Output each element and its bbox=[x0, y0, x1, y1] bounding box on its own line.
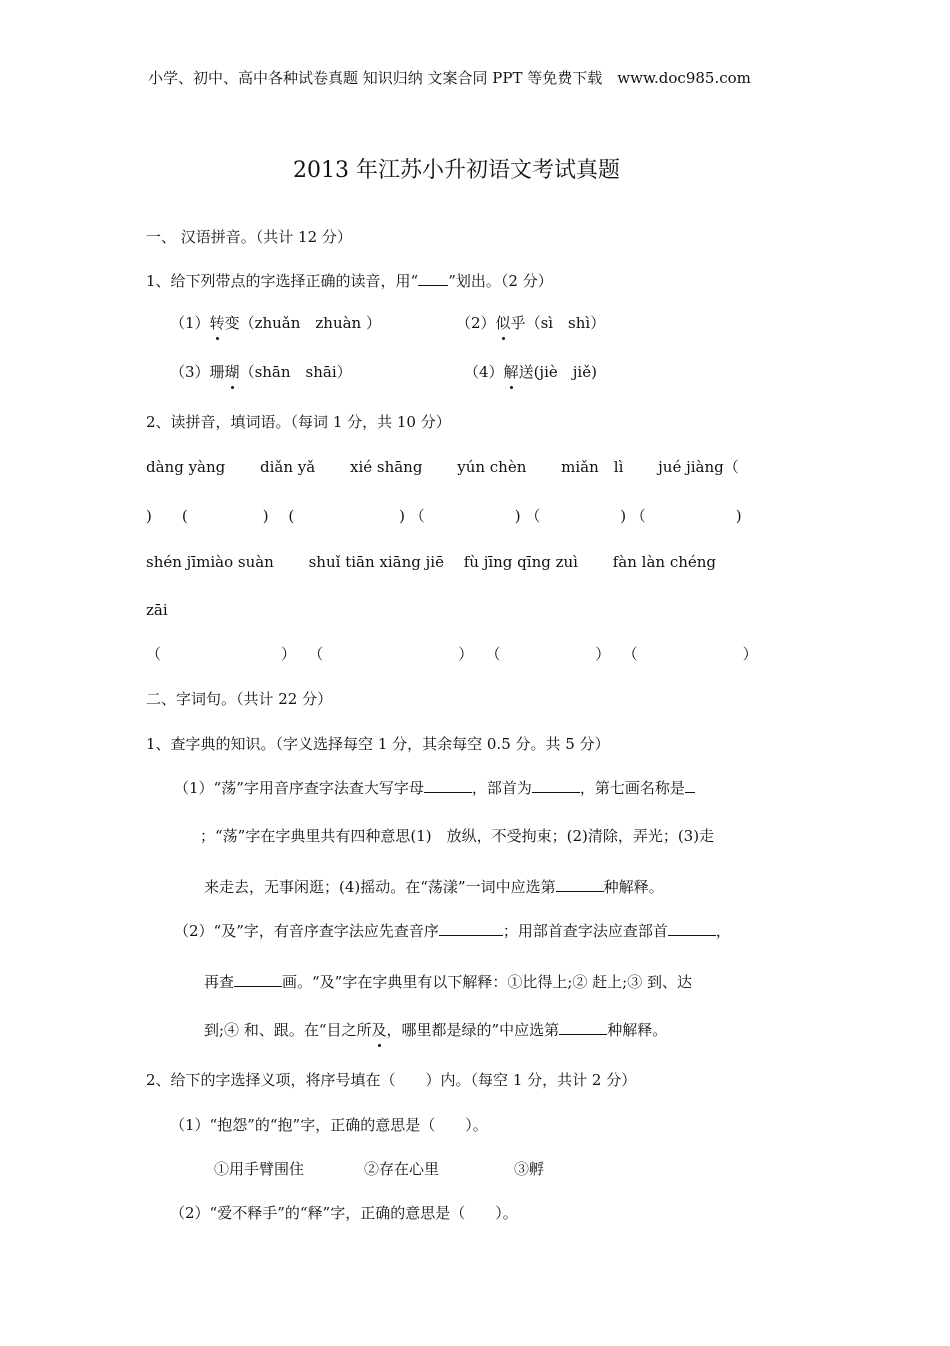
text: 种解释。 bbox=[603, 878, 664, 896]
text: 画。“及”字在字典里有以下解释：①比得上;② 赶上;③ 到、达 bbox=[282, 973, 692, 991]
text: （1）“荡”字用音序查字法查大写字母 bbox=[174, 779, 424, 797]
item-text: 乎（sì shì） bbox=[510, 314, 606, 332]
s1-q2-pinyin-row2: shén jīmiào suàn shuǐ tiān xiāng jiē fù jīng qīng zuì fàn làn chéng bbox=[146, 553, 717, 571]
answer-line bbox=[439, 921, 503, 936]
answer-line bbox=[234, 972, 282, 987]
header-url[interactable]: www.doc985.com bbox=[617, 69, 751, 87]
header-text: 小学、初中、高中各种试卷真题 知识归纳 文案合同 PPT 等免费下载 bbox=[148, 69, 603, 87]
dotted-char: 转 bbox=[209, 314, 225, 332]
text: 到;④ 和、跟。在“目之所 bbox=[204, 1021, 372, 1039]
item-number: （1） bbox=[170, 314, 210, 332]
s1-q1-item3 bbox=[170, 362, 352, 382]
s1-q1-item4 bbox=[464, 362, 597, 382]
s2-q1-heading: 1、查字典的知识。（字义选择每空 1 分，其余每空 0.5 分。共 5 分） bbox=[146, 735, 610, 753]
answer-line bbox=[668, 921, 716, 936]
s2-q2-sub1-option2: ②存在心里 bbox=[364, 1160, 440, 1178]
text: （2）“及”字，有音序查字法应先查音序 bbox=[174, 922, 439, 940]
s1-q2-heading: 2、读拼音，填词语。（每词 1 分，共 10 分） bbox=[146, 413, 451, 431]
answer-line bbox=[418, 271, 448, 286]
s2-q1-p2-line3 bbox=[204, 1020, 667, 1040]
s1-q2-answer-row2: （ ） （ ） （ ） （ ） bbox=[146, 645, 758, 663]
text: 再查 bbox=[204, 973, 235, 991]
text: ， bbox=[715, 922, 731, 940]
s2-q2-heading: 2、给下的字选择义项，将序号填在（ ）内。（每空 1 分，共计 2 分） bbox=[146, 1071, 637, 1089]
s2-q2-sub1-option3: ③孵 bbox=[514, 1160, 545, 1178]
item-text: 变（zhuǎn zhuàn ） bbox=[224, 314, 381, 332]
s1-q1-pre: 1、给下列带点的字选择正确的读音，用“ bbox=[146, 272, 419, 290]
dotted-char: 瑚 bbox=[224, 363, 240, 381]
page-title: 2013 年江苏小升初语文考试真题 bbox=[293, 158, 620, 183]
answer-line bbox=[532, 778, 580, 793]
s2-q2-sub1: （1）“抱怨”的“抱”字，正确的意思是（ ）。 bbox=[170, 1116, 488, 1134]
s2-q2-sub1-option1: ①用手臂围住 bbox=[214, 1160, 305, 1178]
answer-line bbox=[424, 778, 472, 793]
item-number: （2） bbox=[456, 314, 496, 332]
answer-line bbox=[685, 778, 695, 793]
item-text: （3）珊 bbox=[170, 363, 225, 381]
item-number: （4） bbox=[464, 363, 504, 381]
text: ，哪里都是绿的”中应选第 bbox=[386, 1021, 560, 1039]
item-text: 送(jiè jiě) bbox=[518, 363, 597, 381]
s1-q2-pinyin-row1: dàng yàng diǎn yǎ xié shāng yún chèn miǎn lì jué jiàng（ bbox=[146, 458, 739, 476]
s1-q1-post: ”划出。（2 分） bbox=[448, 272, 553, 290]
answer-line bbox=[556, 877, 604, 892]
item-text: （shān shāi） bbox=[239, 363, 352, 381]
dotted-char: 解 bbox=[503, 363, 519, 381]
text: 种解释。 bbox=[607, 1021, 668, 1039]
dotted-char: 似 bbox=[495, 314, 511, 332]
s2-q1-p1-line1 bbox=[174, 778, 695, 798]
s1-q2-pinyin-row3: zāi bbox=[146, 601, 168, 619]
section1-heading: 一、 汉语拼音。（共计 12 分） bbox=[146, 228, 352, 246]
text: ，部首为 bbox=[471, 779, 532, 797]
s2-q1-p2-line2 bbox=[204, 972, 692, 992]
dotted-char: 及 bbox=[371, 1021, 387, 1039]
answer-line bbox=[559, 1020, 607, 1035]
s1-q1-item2 bbox=[456, 313, 605, 333]
text: ；用部首查字法应查部首 bbox=[502, 922, 668, 940]
s1-q1-heading bbox=[146, 271, 553, 291]
s2-q1-p1-line3 bbox=[204, 877, 664, 897]
s2-q1-p2-line1 bbox=[174, 921, 731, 941]
s1-q1-item1 bbox=[170, 313, 381, 333]
s2-q1-p1-line2: ；“荡”字在字典里共有四种意思(1) 放纵，不受拘束；(2)清除，弄光；(3)走 bbox=[200, 827, 715, 845]
s2-q2-sub2: （2）“爱不释手”的“释”字，正确的意思是（ ）。 bbox=[170, 1204, 518, 1222]
s1-q2-answer-row1: ) ( ) ( ) （ ) （ ) （ ) bbox=[146, 507, 742, 525]
section2-heading: 二、字词句。（共计 22 分） bbox=[146, 690, 333, 708]
page-header bbox=[148, 68, 751, 88]
text: 来走去，无事闲逛；(4)摇动。在“荡漾”一词中应选第 bbox=[204, 878, 556, 896]
text: ，第七画名称是 bbox=[579, 779, 685, 797]
